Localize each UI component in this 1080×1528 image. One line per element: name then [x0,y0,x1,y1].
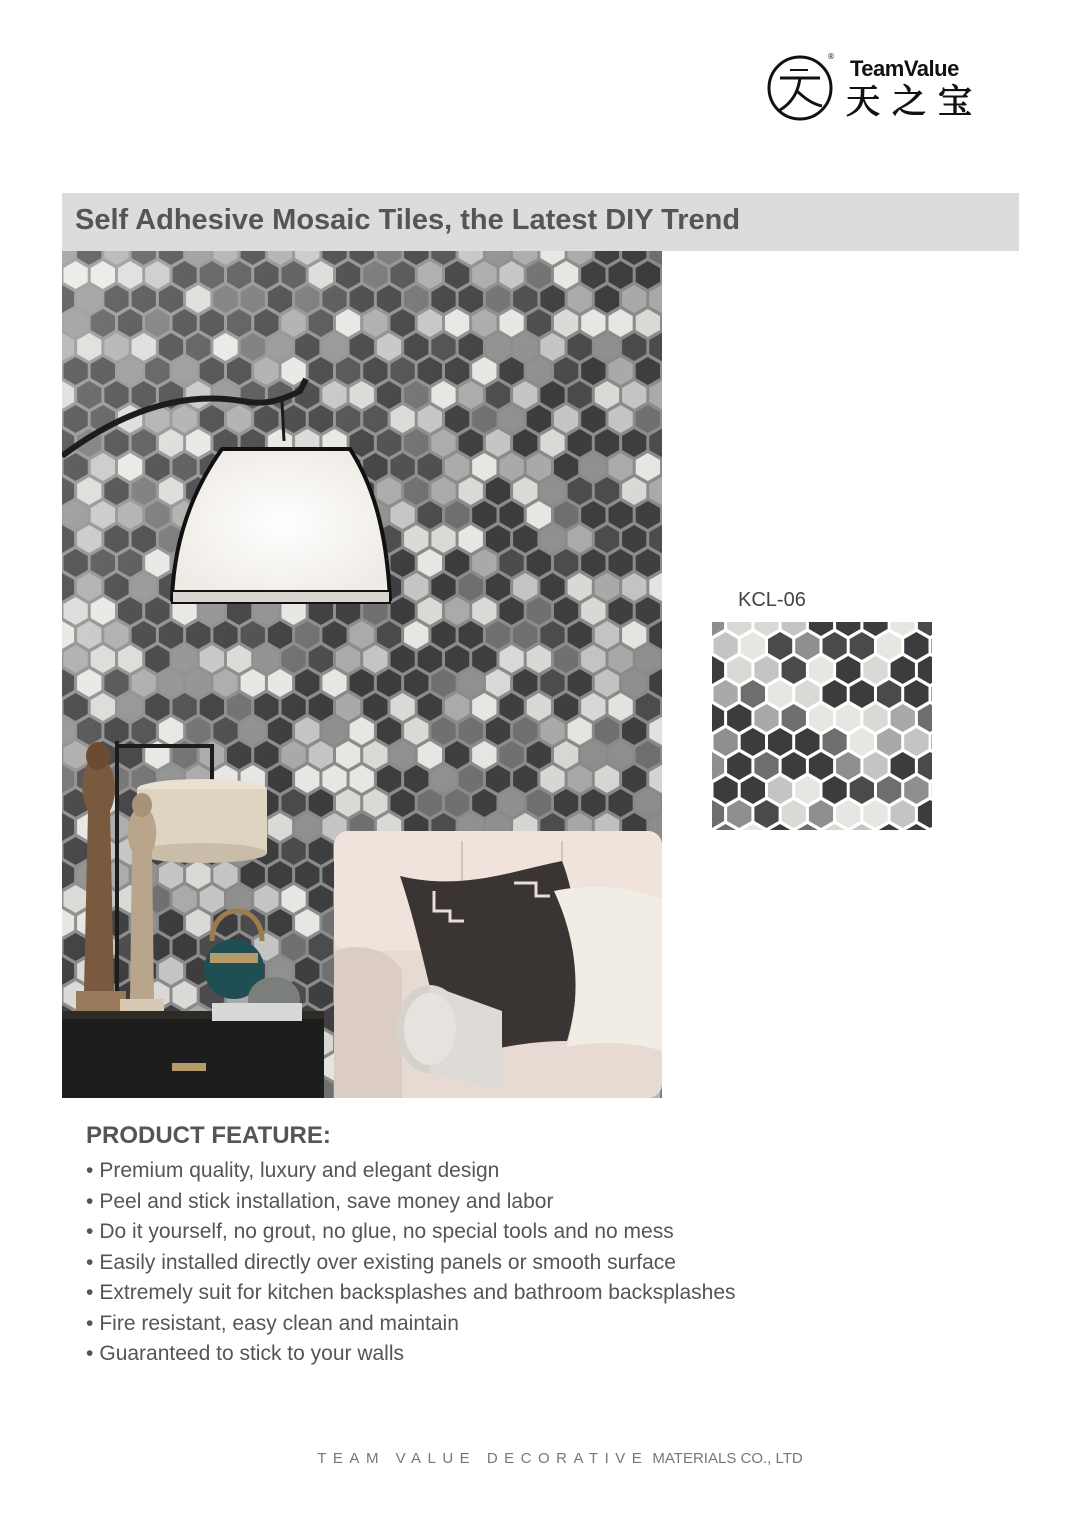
mosaic-tile [712,622,724,636]
tile-sample-image [712,622,932,830]
mosaic-tile [877,728,901,756]
mosaic-tile [741,776,765,804]
interior-photo-graphic [62,251,662,1098]
brand-name-cn: 天之宝 [846,82,984,122]
mosaic-tile [877,632,901,660]
mosaic-tile [712,656,724,684]
mosaic-tile [714,632,738,660]
features-heading: PRODUCT FEATURE: [86,1122,331,1149]
mosaic-tile [932,680,933,708]
brand-name-en: TeamValue [850,56,959,81]
mosaic-tile [918,752,932,780]
mosaic-tile [863,800,887,828]
mosaic-tile [850,728,874,756]
mosaic-tile [850,680,874,708]
mosaic-tile [714,680,738,708]
mosaic-tile [712,800,724,828]
mosaic-tile [712,752,724,780]
mosaic-tile [754,800,778,828]
mosaic-tile [823,776,847,804]
footer-company-name: TEAM VALUE DECORATIVE [317,1450,649,1467]
interior-photo [62,251,662,1098]
feature-item: • Peel and stick installation, save money and labor [86,1187,886,1218]
mosaic-tile [877,680,901,708]
feature-item: • Fire resistant, easy clean and maintain [86,1309,886,1340]
mosaic-tile [754,752,778,780]
mosaic-tile [932,728,933,756]
title-bar [62,193,1019,251]
mosaic-tile [809,752,833,780]
mosaic-tile [823,680,847,708]
mosaic-tile [836,656,860,684]
mosaic-tile [795,680,819,708]
mosaic-tile [782,752,806,780]
mosaic-tile [727,704,751,732]
mosaic-tile [741,728,765,756]
mosaic-tile [877,776,901,804]
mosaic-tile [714,776,738,804]
mosaic-tile [836,622,860,636]
brand-logo [766,54,1006,124]
mosaic-tile [891,622,915,636]
mosaic-tile [891,752,915,780]
mosaic-tile [918,622,932,636]
mosaic-tile [863,622,887,636]
feature-item: • Guaranteed to stick to your walls [86,1339,886,1370]
mosaic-tile [768,728,792,756]
mosaic-tile [727,622,751,636]
mosaic-tile [850,632,874,660]
mosaic-tile [918,656,932,684]
feature-item: • Extremely suit for kitchen backsplashes and bathroom backsplashes [86,1278,886,1309]
feature-item: • Do it yourself, no grout, no glue, no special tools and no mess [86,1217,886,1248]
mosaic-tile [836,752,860,780]
features-list [86,1156,886,1370]
mosaic-tile [741,632,765,660]
mosaic-tile [863,656,887,684]
mosaic-tile [823,632,847,660]
mosaic-tile [809,622,833,636]
feature-item: • Premium quality, luxury and elegant design [86,1156,886,1187]
mosaic-tile [918,704,932,732]
page-title: Self Adhesive Mosaic Tiles, the Latest DIY Trend [75,204,741,236]
mosaic-tile [904,632,928,660]
mosaic-tile [904,728,928,756]
mosaic-tile [727,752,751,780]
mosaic-tile [809,704,833,732]
teamvalue-logo-icon [766,54,834,122]
mosaic-tile [836,704,860,732]
mosaic-tile [904,776,928,804]
mosaic-tile [727,800,751,828]
mosaic-tile [891,656,915,684]
mosaic-tile [850,776,874,804]
mosaic-tile [932,776,933,804]
mosaic-tile [712,704,724,732]
mosaic-tile [727,656,751,684]
sample-code: KCL-06 [738,589,806,611]
mosaic-tile [782,800,806,828]
mosaic-tile [754,656,778,684]
mosaic-tile [863,704,887,732]
registered-mark: ® [827,52,835,61]
mosaic-tile [809,656,833,684]
mosaic-tile [768,632,792,660]
mosaic-tile [754,622,778,636]
feature-item: • Easily installed directly over existing panels or smooth surface [86,1248,886,1279]
mosaic-tile [768,776,792,804]
mosaic-tile [836,800,860,828]
mosaic-tile [823,728,847,756]
mosaic-tile [891,704,915,732]
mosaic-tile [795,776,819,804]
footer-company [0,1450,1080,1467]
footer-company-suffix: MATERIALS CO., LTD [652,1450,803,1467]
product-features [86,1122,886,1370]
mosaic-tile [782,622,806,636]
mosaic-tile [782,656,806,684]
mosaic-tile [754,704,778,732]
mosaic-tile [795,632,819,660]
mosaic-tile [795,728,819,756]
mosaic-tile [904,680,928,708]
mosaic-tile [809,800,833,828]
mosaic-tile [782,704,806,732]
mosaic-tile [918,800,932,828]
mosaic-tile [891,800,915,828]
mosaic-tile [741,680,765,708]
mosaic-tile [863,752,887,780]
mosaic-tile [714,728,738,756]
mosaic-tile [932,632,933,660]
mosaic-tile [768,680,792,708]
